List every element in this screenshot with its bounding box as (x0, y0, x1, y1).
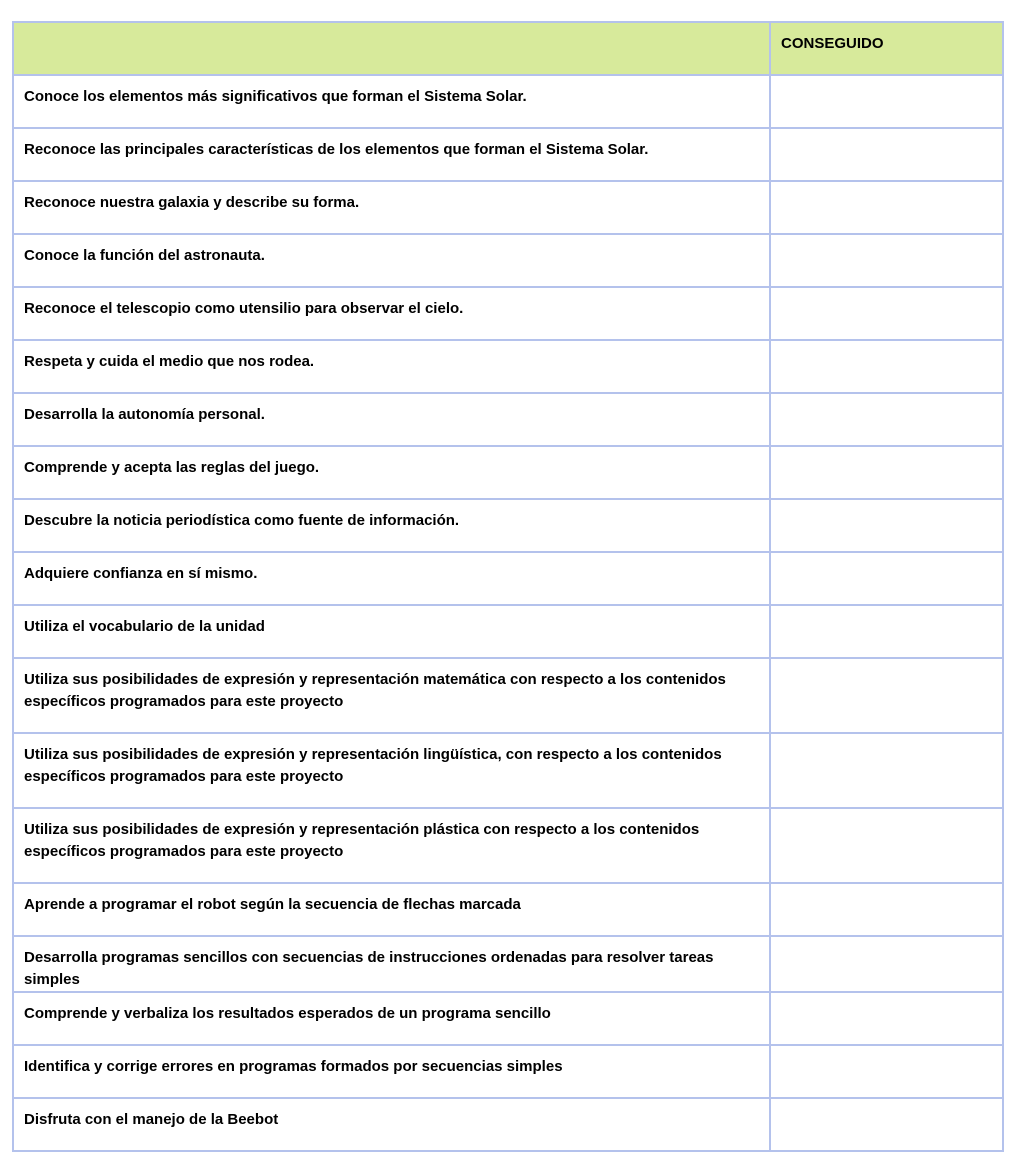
status-cell[interactable] (770, 393, 1003, 446)
table-row (13, 181, 1003, 234)
table-row (13, 446, 1003, 499)
status-cell[interactable] (770, 1098, 1003, 1151)
status-cell[interactable] (770, 936, 1003, 992)
criterion-cell: Utiliza sus posibilidades de expresión y representación plástica con respecto a los contenidos específicos programados para este proyecto (13, 808, 770, 883)
criterion-cell: Reconoce las principales características de los elementos que forman el Sistema Solar. (13, 128, 770, 181)
status-cell[interactable] (770, 128, 1003, 181)
table-row (13, 393, 1003, 446)
criterion-cell: Reconoce el telescopio como utensilio para observar el cielo. (13, 287, 770, 340)
criterion-cell: Identifica y corrige errores en programas formados por secuencias simples (13, 1045, 770, 1098)
criterion-cell: Comprende y acepta las reglas del juego. (13, 446, 770, 499)
table-row (13, 1098, 1003, 1151)
table-row (13, 75, 1003, 128)
criterion-cell: Aprende a programar el robot según la secuencia de flechas marcada (13, 883, 770, 936)
criterion-cell: Desarrolla programas sencillos con secuencias de instrucciones ordenadas para resolver tareas simples (13, 936, 770, 992)
status-cell[interactable] (770, 234, 1003, 287)
status-cell[interactable] (770, 340, 1003, 393)
table-row (13, 340, 1003, 393)
criterion-cell: Reconoce nuestra galaxia y describe su forma. (13, 181, 770, 234)
status-cell[interactable] (770, 75, 1003, 128)
evaluation-table (12, 21, 1004, 1152)
table-row (13, 936, 1003, 992)
status-cell[interactable] (770, 733, 1003, 808)
criterion-cell: Comprende y verbaliza los resultados esperados de un programa sencillo (13, 992, 770, 1045)
table-header-row (13, 22, 1003, 75)
header-criterion-cell (13, 22, 770, 75)
table-row (13, 808, 1003, 883)
table-row (13, 234, 1003, 287)
criterion-cell: Conoce la función del astronauta. (13, 234, 770, 287)
status-cell[interactable] (770, 499, 1003, 552)
status-cell[interactable] (770, 287, 1003, 340)
status-cell[interactable] (770, 605, 1003, 658)
status-cell[interactable] (770, 883, 1003, 936)
table-row (13, 992, 1003, 1045)
table-row (13, 499, 1003, 552)
criterion-cell: Descubre la noticia periodística como fuente de información. (13, 499, 770, 552)
criterion-cell: Utiliza sus posibilidades de expresión y representación matemática con respecto a los contenidos específicos programados para este proyecto (13, 658, 770, 733)
criterion-cell: Utiliza el vocabulario de la unidad (13, 605, 770, 658)
criterion-cell: Utiliza sus posibilidades de expresión y representación lingüística, con respecto a los contenidos específicos programados para este proyecto (13, 733, 770, 808)
table-row (13, 733, 1003, 808)
status-cell[interactable] (770, 181, 1003, 234)
status-cell[interactable] (770, 658, 1003, 733)
table-row (13, 883, 1003, 936)
criterion-cell: Conoce los elementos más significativos que forman el Sistema Solar. (13, 75, 770, 128)
criterion-cell: Disfruta con el manejo de la Beebot (13, 1098, 770, 1151)
status-cell[interactable] (770, 552, 1003, 605)
table-row (13, 605, 1003, 658)
header-status-cell: CONSEGUIDO (770, 22, 1003, 75)
criterion-cell: Respeta y cuida el medio que nos rodea. (13, 340, 770, 393)
table-row (13, 658, 1003, 733)
status-cell[interactable] (770, 992, 1003, 1045)
criterion-cell: Desarrolla la autonomía personal. (13, 393, 770, 446)
table-row (13, 552, 1003, 605)
status-cell[interactable] (770, 808, 1003, 883)
table-row (13, 1045, 1003, 1098)
criterion-cell: Adquiere confianza en sí mismo. (13, 552, 770, 605)
status-cell[interactable] (770, 446, 1003, 499)
table-row (13, 128, 1003, 181)
status-cell[interactable] (770, 1045, 1003, 1098)
table-row (13, 287, 1003, 340)
